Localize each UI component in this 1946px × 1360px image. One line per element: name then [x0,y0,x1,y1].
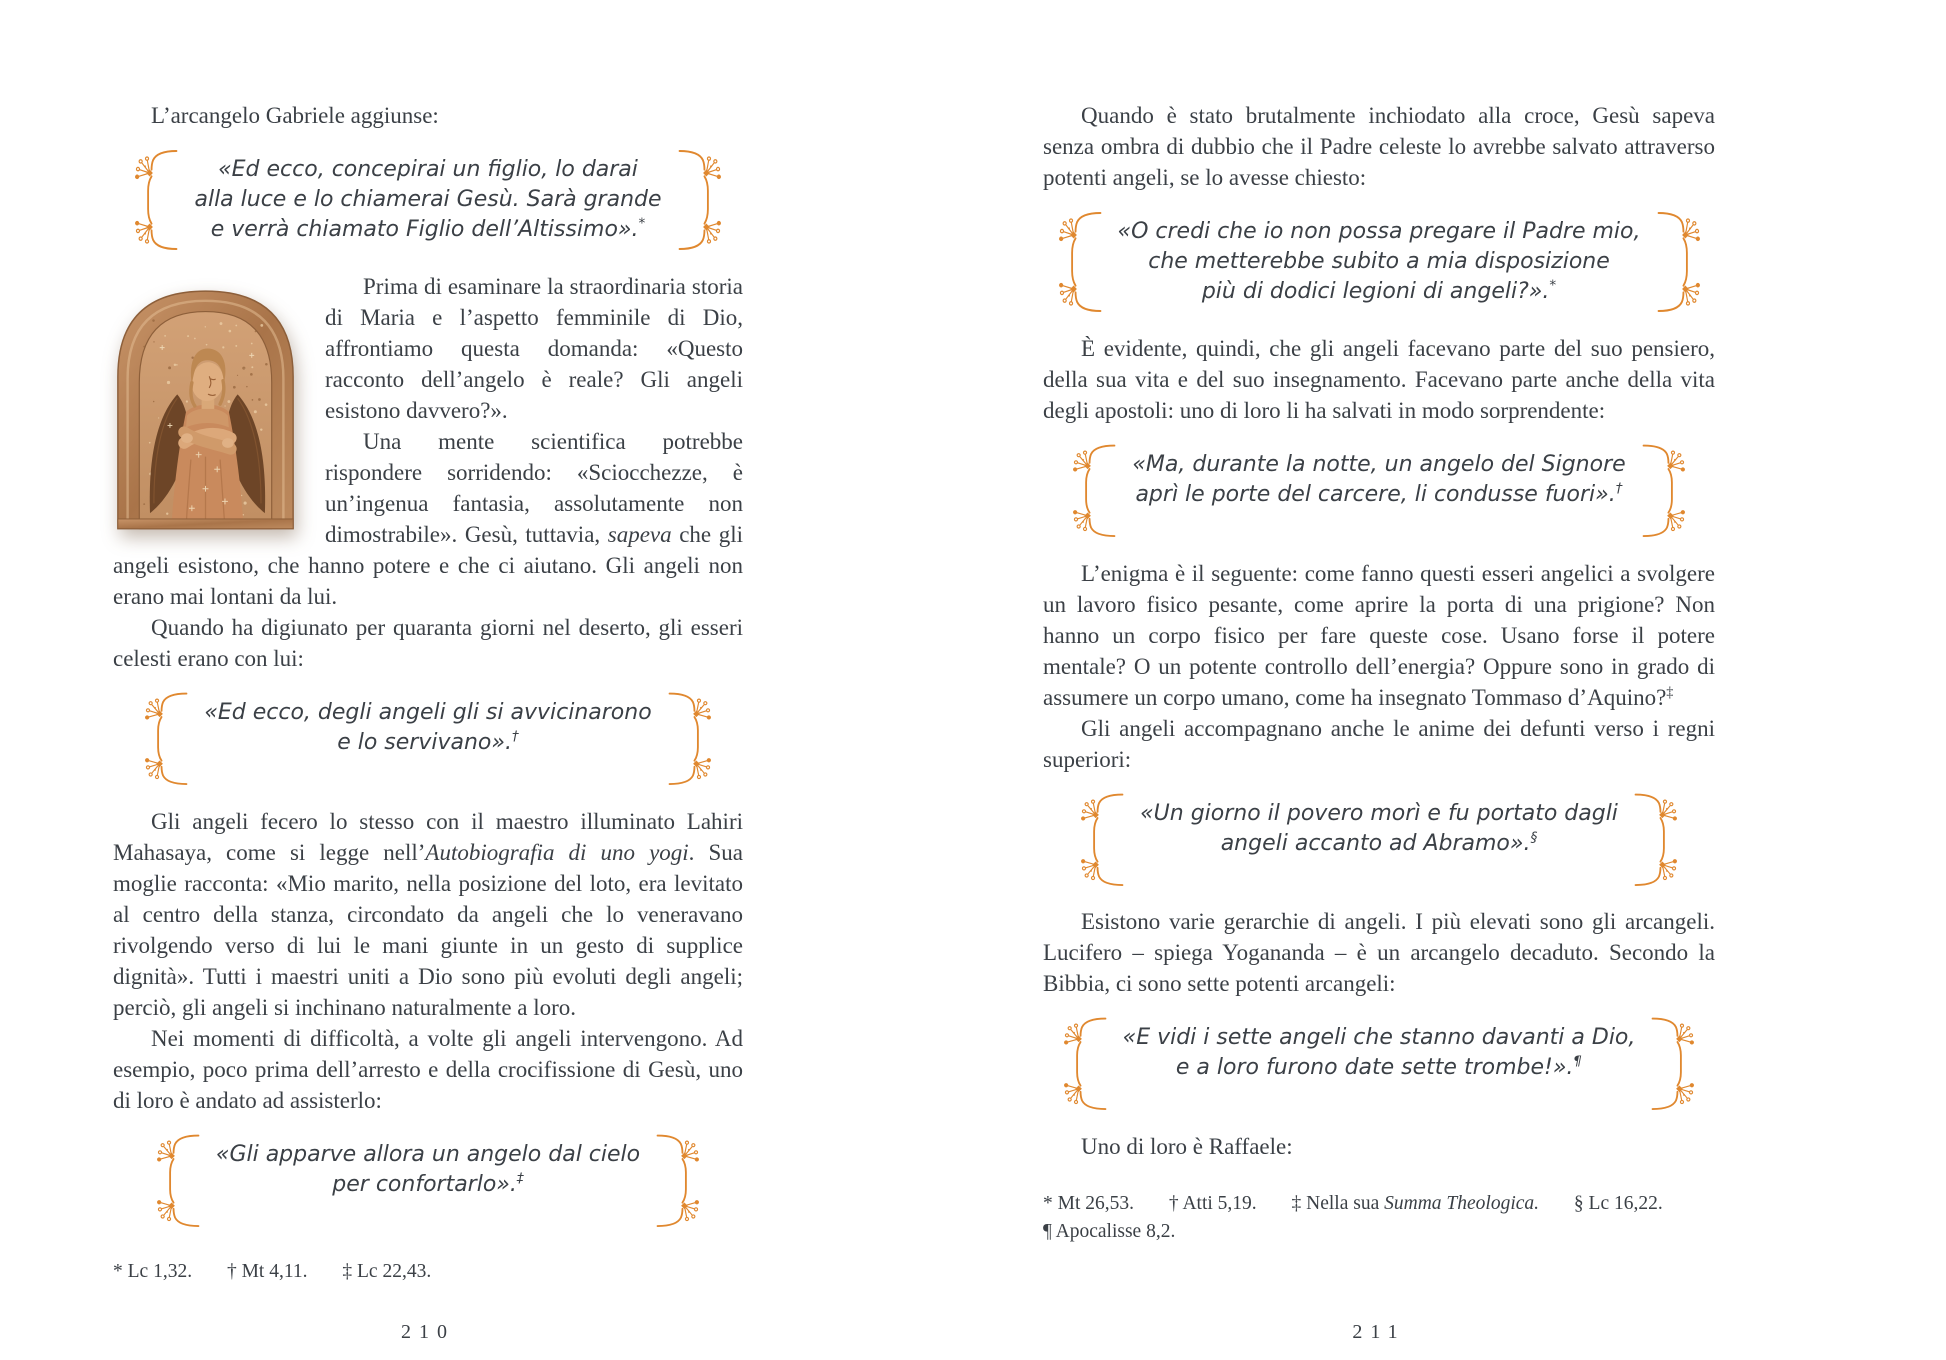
footnote-mark: † [511,728,519,745]
quote-line [1132,480,1625,510]
footnote: * Mt 26,53. [1043,1192,1135,1214]
footnote-mark: * [638,215,646,232]
paragraph: L’enigma è il seguente: come fanno questi esseri angelici a svolgere un lavoro fisico pesante, come aprire la porta di una prigione? Non hanno un corpo fisico per fare queste cose. Usano forse il potere mentale? O un potente controllo dell’energia? Oppure sono in grado di assumere un corpo umano, come ha insegnato Tommaso d’Aquino?‡ [1043,560,1715,710]
quote-line-text: angeli accanto ad Abramo». [1220,830,1531,856]
quote-text [1114,208,1645,316]
flourish-bracket-right-icon [656,1131,702,1231]
flourish-bracket-right-icon [1657,208,1703,316]
quote-text [1136,790,1622,890]
paragraph: Nei momenti di difficoltà, a volte gli angeli intervengono. Ad esempio, poco prima dell’arresto e della crocifissione di Gesù, uno di loro è andato ad assisterlo: [113,1025,743,1113]
page-number: 210 [401,1321,455,1343]
flourish-bracket-left-icon [142,689,188,789]
quote-line [204,728,651,758]
page-211 [1043,100,1715,1360]
flourish-bracket-right-icon [1634,790,1680,890]
quote-line [1118,277,1641,307]
quote-line: «E vidi i sette angeli che stanno davanti a Dio, [1122,1025,1636,1051]
footnote: * Lc 1,32. [113,1261,193,1283]
footnote: † Mt 4,11. [226,1261,308,1283]
footnotes [113,1258,743,1286]
footnote-mark: ¶ [1573,1053,1583,1070]
blockquote [1043,1014,1715,1114]
quote-line: «O credi che io non possa pregare il Padre mio, [1117,219,1641,244]
paragraph: Una mente scientifica potrebbe rispondere sorridendo: «Sciocchezze, è un’ingenua fantasia, assolutamente non dimostrabile». Gesù, tuttavia, sapeva che gli angeli esistono, che hanno potere e che ci aiutano. Gli angeli non erano mai lontani da lui. [113,429,743,609]
flourish-bracket-left-icon [1061,1014,1107,1114]
quote-line: «Un giorno il povero morì e fu portato dagli [1140,800,1618,826]
quote-line: «Ma, durante la notte, un angelo del Signore [1132,452,1626,477]
flourish-bracket-left-icon [132,146,178,254]
paragraph: Gli angeli accompagnano anche le anime dei defunti verso i regni superiori: [1043,715,1715,772]
paragraph: Prima di esaminare la straordinaria storia di Maria e l’aspetto femminile di Dio, affrontiamo questa domanda: «Questo racconto dell’angelo è reale? Gli angeli esistono davvero?». [325,274,743,423]
flourish-bracket-right-icon [1642,441,1688,541]
footnote: ¶ Apocalisse 8,2. [1043,1220,1176,1242]
quote-line: alla luce e lo chiamerai Gesù. Sarà grande [194,187,662,212]
blockquote [1043,208,1715,316]
footnote-mark: † [1615,480,1623,497]
footnotes [1043,1190,1715,1246]
quote-line-text: più di dodici legioni di angeli?». [1201,279,1550,304]
footnote-mark: ‡ [516,1170,524,1187]
paragraph: Gli angeli fecero lo stesso con il maestro illuminato Lahiri Mahasaya, come si legge nell’Autobiografia di uno yogi. Sua moglie racconta: «Mio marito, nella posizione del loto, era levitato al centro della stanza, circondato da angeli che lo veneravano rivolgendo verso di lui le mani giunte in un gesto di supplice dignità». Tutti i maestri uniti a Dio sono più evoluti degli angeli; perciò, gli angeli si inchinano naturalmente a loro. [113,808,743,1020]
quote-line [1123,1053,1636,1083]
page-210 [113,100,743,1360]
page-number: 211 [1352,1321,1406,1343]
blockquote [113,689,743,789]
flourish-bracket-left-icon [1078,790,1124,890]
quote-line: «Ed ecco, concepirai un figlio, lo darai [218,157,638,182]
quote-line [194,215,661,245]
quote-line-text: per confortarlo». [332,1171,517,1197]
flourish-bracket-right-icon [668,689,714,789]
quote-text [1119,1014,1640,1114]
paragraph: L’arcangelo Gabriele aggiunse: [151,103,439,128]
paragraph: Quando è stato brutalmente inchiodato alla croce, Gesù sapeva senza ombra di dubbio che il Padre celeste lo avrebbe salvato attraverso potenti angeli, se lo avesse chiesto: [1043,103,1715,190]
blockquote [113,1131,743,1231]
footnote-line [1043,1190,1715,1218]
quote-line-text: e lo servivano». [337,730,512,755]
quote-line: «Ed ecco, degli angeli gli si avvicinarono [204,700,652,725]
quote-line [1140,829,1618,859]
paragraph: È evidente, quindi, che gli angeli facevano parte del suo pensiero, della sua vita e del suo insegnamento. Facevano parte anche della vita degli apostoli: uno di loro li ha salvati in modo sorprendente: [1043,336,1715,423]
footnote: ‡ Lc 22,43. [342,1261,432,1283]
footnote: † Atti 5,19. [1168,1192,1257,1214]
flourish-bracket-right-icon [1651,1014,1697,1114]
quote-text [212,1131,644,1231]
blockquote [1043,441,1715,541]
quote-text [200,689,655,789]
quote-line: «Gli apparve allora un angelo dal cielo [215,1141,641,1167]
paragraph: Uno di loro è Raffaele: [1081,1133,1293,1159]
quote-text [1128,441,1629,541]
quote-line-text: e a loro furono date sette trombe!». [1175,1055,1574,1081]
flourish-bracket-left-icon [154,1131,200,1231]
footnote-mark: * [1549,277,1557,294]
footnote: § Lc 16,22. [1573,1192,1663,1214]
paragraph: Esistono varie gerarchie di angeli. I più elevati sono gli arcangeli. Lucifero – spiega Yogananda – è un arcangelo decaduto. Secondo la Bibbia, ci sono sette potenti arcangeli: [1043,909,1715,997]
flourish-bracket-left-icon [1056,208,1102,316]
quote-line-text: aprì le porte del carcere, li condusse fuori». [1135,482,1616,507]
quote-line: che metterebbe subito a mia disposizione [1148,249,1610,274]
paragraph: Quando ha digiunato per quaranta giorni nel deserto, gli esseri celesti erano con lui: [113,615,743,671]
quote-line [216,1170,640,1200]
footnote: ‡ Nella sua Summa Theologica. [1291,1192,1540,1214]
angel-illustration [113,277,298,535]
flourish-bracket-right-icon [678,146,724,254]
quote-text [190,146,665,254]
blockquote [1043,790,1715,890]
footnote-line [1043,1218,1715,1246]
flourish-bracket-left-icon [1070,441,1116,541]
blockquote [113,146,743,254]
footnote-mark: § [1530,829,1538,846]
quote-line-text: e verrà chiamato Figlio dell’Altissimo». [210,217,639,242]
